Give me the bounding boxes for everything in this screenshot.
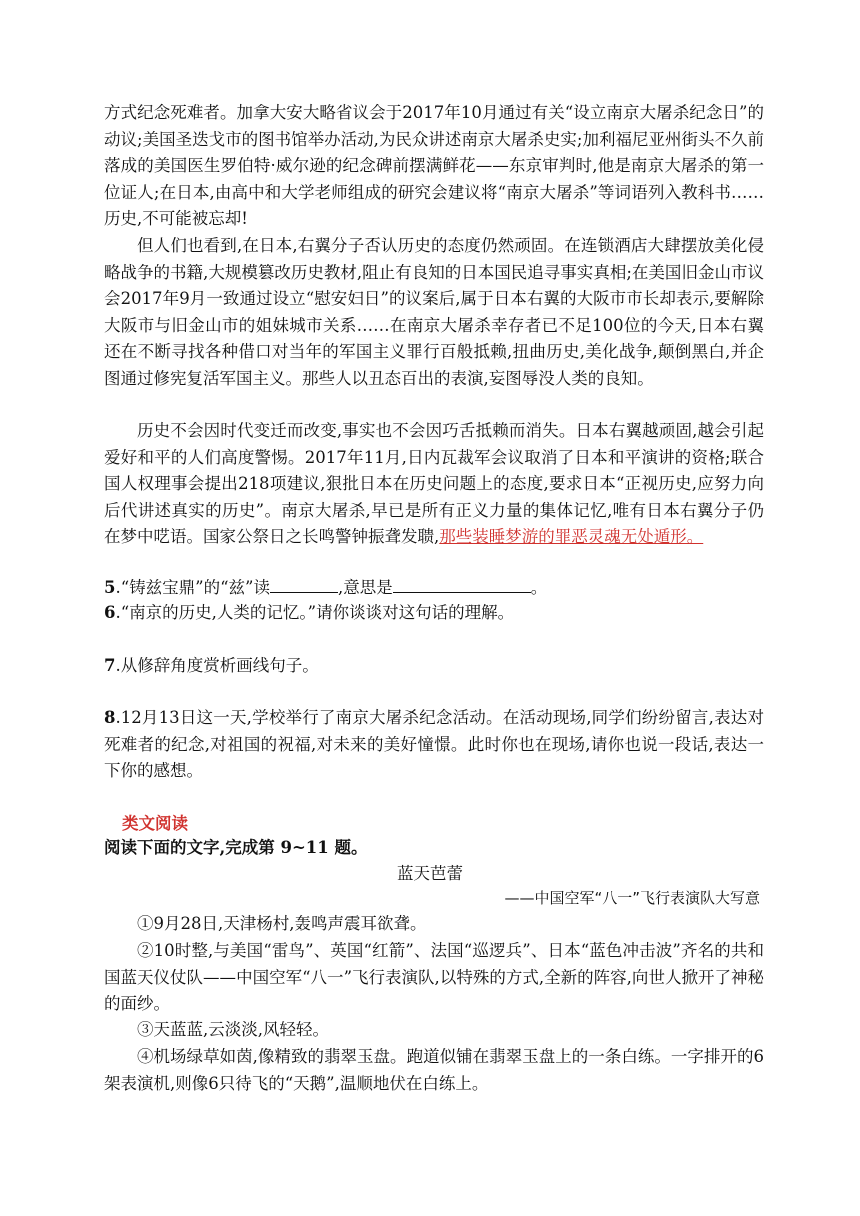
question-6 — [104, 600, 764, 627]
question-5-number: 5 — [104, 578, 116, 597]
question-5-text-c: 。 — [530, 578, 548, 597]
passage-paragraph-2: 但人们也看到,在日本,右翼分子否认历史的态度仍然顽固。在连锁酒店大肆摆放美化侵略战争的书籍,大规模篡改历史教材,阻止有良知的日本国民追寻事实真相;在美国旧金山市议会2017年9月一致通过设立“慰安妇日”的议案后,属于日本右翼的大阪市市长却表示,要解除大阪市与旧金山市的姐妹城市关系……在南京大屠杀幸存者已不足100位的今天,日本右翼还在不断寻找各种借口对当年的军国主义罪行百般抵赖,扭曲历史,美化战争,颠倒黑白,并企图通过修宪复活军国主义。那些人以丑态百出的表演,妄图辱没人类的良知。 — [104, 236, 764, 388]
article-paragraph-2: ②10时整,与美国“雷鸟”、英国“红箭”、法国“巡逻兵”、日本“蓝色冲击波”齐名的共和国蓝天仪仗队——中国空军“八一”飞行表演队,以特殊的方式,全新的阵容,向世人掀开了神秘的面纱。 — [104, 941, 764, 1013]
question-8-number: 8 — [104, 708, 116, 727]
question-7-number: 7 — [104, 656, 116, 675]
article-paragraph-4: ④机场绿草如茵,像精致的翡翠玉盘。跑道似铺在翡翠玉盘上的一条白练。一字排开的6架表演机,则像6只待飞的“天鹅”,温顺地伏在白练上。 — [104, 1047, 764, 1093]
question-5-text-a: .“铸兹宝鼎”的“兹”读 — [115, 578, 270, 597]
article-subtitle: ——中国空军“八一”飞行表演队大写意 — [504, 889, 760, 907]
question-7-text: .从修辞角度赏析画线句子。 — [115, 656, 319, 675]
underlined-sentence: 那些装睡梦游的罪恶灵魂无处遁形。 — [439, 527, 704, 546]
passage-paragraph-3-text: 历史不会因时代变迁而改变,事实也不会因巧舌抵赖而消失。日本右翼越顽固,越会引起爱好和平的人们高度警惕。2017年11月,日内瓦裁军会议取消了日本和平演讲的资格;联合国人权理事会提出218项建议,狠批日本在历史问题上的态度,要求日本“正视历史,应努力向后代讲述真实的历史”。南京大屠杀,早已是所有正义力量的集体记忆,唯有日本右翼分子仍在梦中呓语。国家公祭日之长鸣警钟振聋发聩, — [104, 421, 764, 546]
question-8-text: .12月13日这一天,学校举行了南京大屠杀纪念活动。在活动现场,同学们纷纷留言,表达对死难者的纪念,对祖国的祝福,对未来的美好憧憬。此时你也在现场,请你也说一段话,表达一下你的感想。 — [104, 708, 764, 780]
article-paragraph-1: ①9月28日,天津杨村,轰鸣声震耳欲聋。 — [137, 914, 427, 933]
question-6-text: .“南京的历史,人类的记忆。”请你谈谈对这句话的理解。 — [115, 603, 515, 622]
passage-paragraph-1: 方式纪念死难者。加拿大安大略省议会于2017年10月通过有关“设立南京大屠杀纪念日”的动议;美国圣迭戈市的图书馆举办活动,为民众讲述南京大屠杀史实;加利福尼亚州街头不久前落成的美国医生罗伯特·威尔逊的纪念碑前摆满鲜花——东京审判时,他是南京大屠杀的第一位证人;在日本,由高中和大学老师组成的研究会建议将“南京大屠杀”等词语列入教科书……历史,不可能被忘却! — [104, 103, 764, 228]
article-title: 蓝天芭蕾 — [397, 864, 463, 883]
answer-blank-pronunciation[interactable] — [270, 578, 338, 593]
question-6-number: 6 — [104, 603, 116, 622]
section-heading: 类文阅读 — [122, 814, 188, 833]
answer-blank-meaning[interactable] — [393, 578, 531, 593]
question-5-text-b: ,意思是 — [337, 578, 393, 597]
reading-instruction: 阅读下面的文字,完成第 9~11 题。 — [104, 838, 368, 857]
question-5 — [104, 575, 764, 602]
article-paragraph-3: ③天蓝蓝,云淡淡,风轻轻。 — [137, 1020, 329, 1039]
question-8 — [104, 705, 764, 785]
passage-paragraph-3 — [104, 418, 764, 551]
question-7 — [104, 653, 764, 680]
